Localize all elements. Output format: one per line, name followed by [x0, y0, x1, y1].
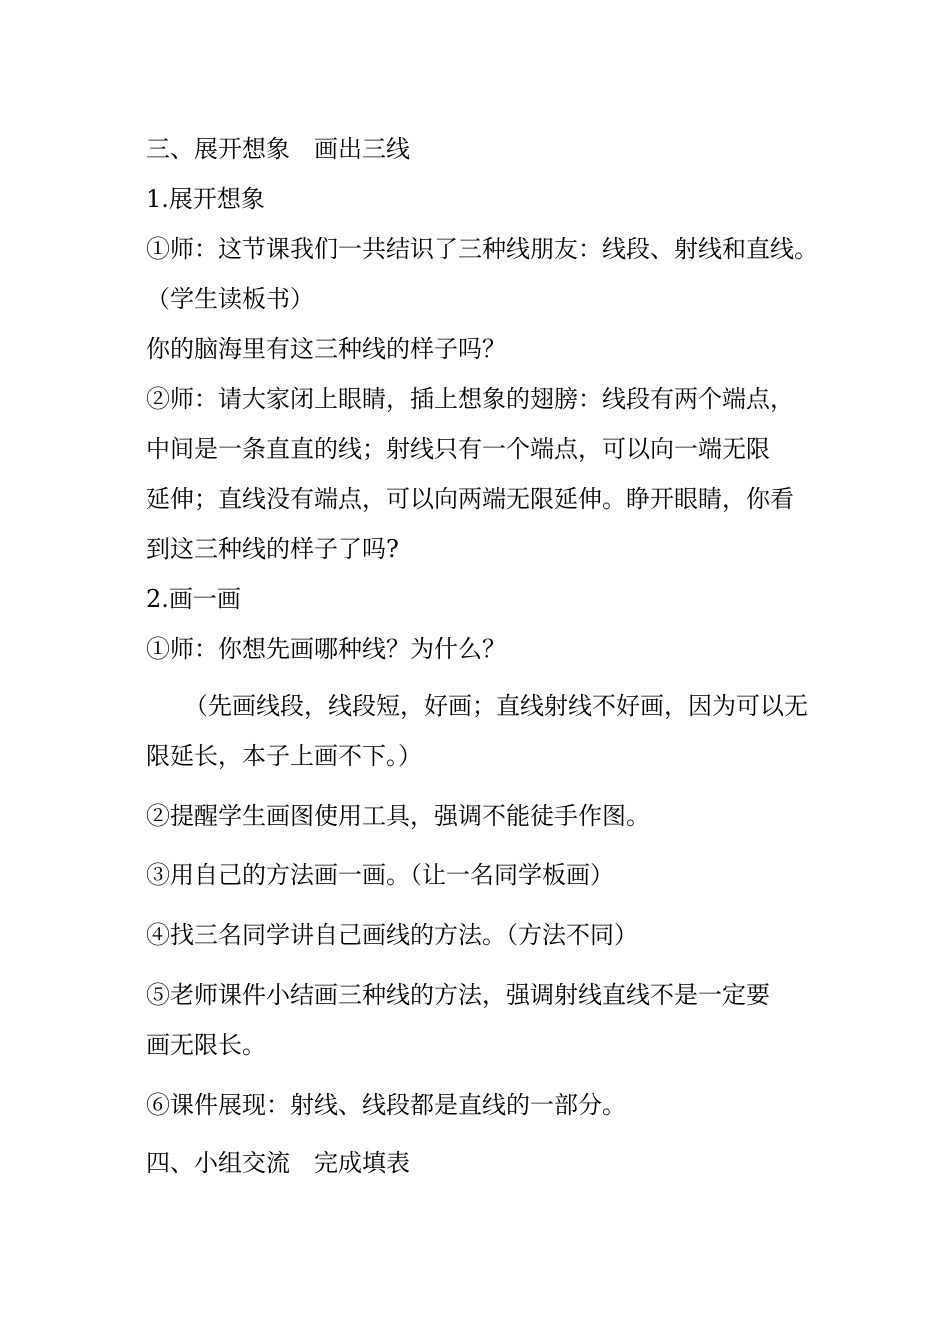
- paragraph-line: ⑤老师课件小结画三种线的方法，强调射线直线不是一定要: [146, 981, 770, 1009]
- section-heading-4: 四、小组交流 完成填表: [146, 1149, 410, 1177]
- subheading-draw: 2.画一画: [146, 585, 241, 613]
- paragraph-line: 中间是一条直直的线；射线只有一个端点，可以向一端无限: [146, 435, 770, 463]
- paragraph-line: 到这三种线的样子了吗?: [146, 535, 399, 563]
- paragraph-line: ①师：你想先画哪种线？为什么？: [146, 635, 506, 663]
- paragraph-line: 你的脑海里有这三种线的样子吗？: [146, 335, 506, 363]
- paragraph-line: （学生读板书）: [146, 285, 314, 313]
- paragraph-line: 限延长，本子上画不下。）: [146, 742, 422, 770]
- paragraph-line: 画无限长。: [146, 1031, 266, 1059]
- paragraph-line: ②提醒学生画图使用工具，强调不能徒手作图。: [146, 802, 650, 830]
- subheading-imagine: 1.展开想象: [146, 185, 265, 213]
- paragraph-line: ④找三名同学讲自己画线的方法。（方法不同）: [146, 921, 638, 949]
- paragraph-line: ①师：这节课我们一共结识了三种线朋友：线段、射线和直线。: [146, 235, 818, 263]
- paragraph-line: ②师：请大家闭上眼睛，插上想象的翅膀：线段有两个端点，: [146, 385, 794, 413]
- section-heading-3: 三、展开想象 画出三线: [146, 135, 410, 163]
- paragraph-line: 延伸；直线没有端点，可以向两端无限延伸。睁开眼睛，你看: [146, 485, 794, 513]
- paragraph-line: ③用自己的方法画一画。（让一名同学板画）: [146, 861, 614, 889]
- paragraph-line: ⑥课件展现：射线、线段都是直线的一部分。: [146, 1091, 626, 1119]
- paragraph-line: （先画线段，线段短，好画；直线射线不好画，因为可以无: [184, 692, 808, 720]
